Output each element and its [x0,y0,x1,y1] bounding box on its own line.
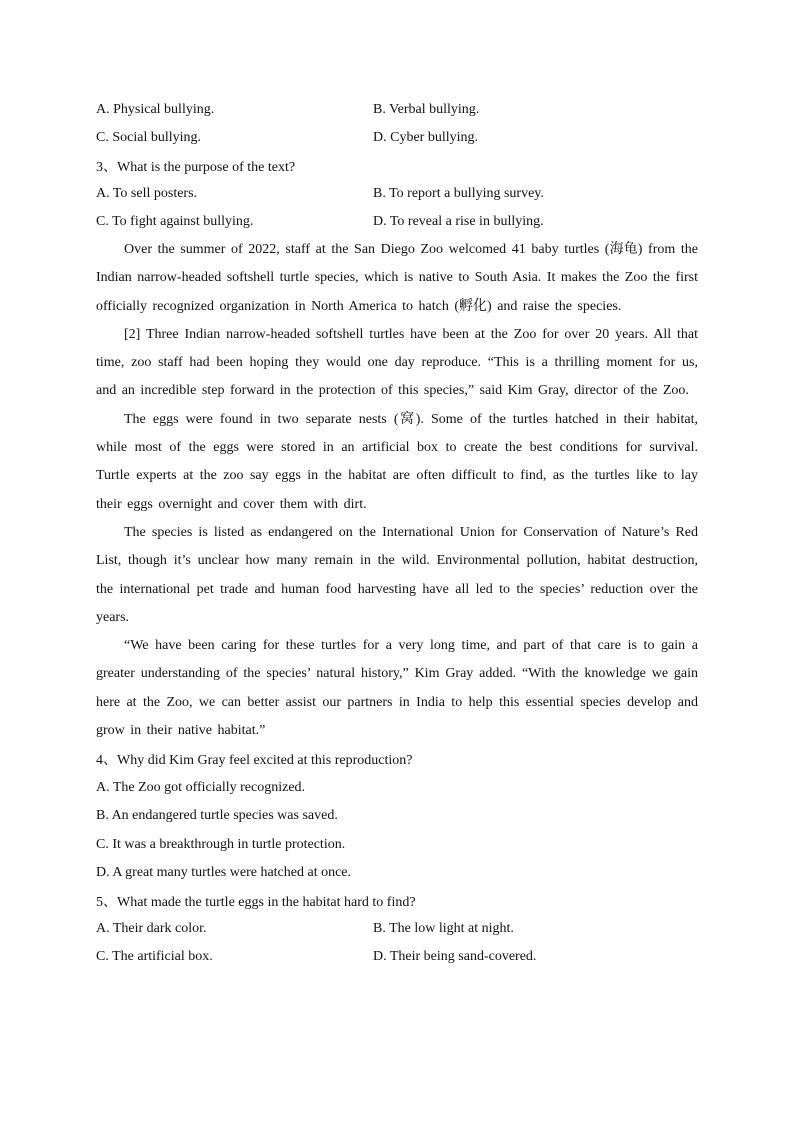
q3-options-row-1 [96,180,698,208]
q2-options-row-2 [96,124,698,152]
passage-paragraph-5: “We have been caring for these turtles for a very long time, and part of that care is to gain a greater understanding of the species’ natural history,” Kim Gray added. “With the knowledge we gain here at the Zoo, we can better assist our partners in India to help this essential species develop and grow in their native habitat.” [96,638,698,739]
q3-question: 3、What is the purpose of the text? [96,160,296,175]
q4-option-b: B. An endangered turtle species was saved. [96,808,338,824]
q2-option-a: A. Physical bullying. [96,102,215,117]
q5-options-row-1 [96,915,698,943]
q3-option-b: B. To report a bullying survey. [373,186,544,201]
q5-option-b: B. The low light at night. [373,921,514,937]
q5-option-d: D. Their being sand-covered. [373,949,537,965]
q3-options-row-2 [96,208,698,236]
q5-options-row-2 [96,943,698,971]
q3-option-a: A. To sell posters. [96,186,198,201]
q2-option-d: D. Cyber bullying. [373,130,478,145]
q4-option-c: C. It was a breakthrough in turtle protection. [96,836,346,852]
q4-option-a: A. The Zoo got officially recognized. [96,779,306,795]
passage-paragraph-1: Over the summer of 2022, staff at the San Diego Zoo welcomed 41 baby turtles (海龟) from the Indian narrow-headed softshell turtle species, which is native to South Asia. It makes the Zoo the first officially recognized organization in North America to hatch (孵化) and raise the species. [96,242,698,314]
q3-option-c: C. To fight against bullying. [96,214,254,229]
passage-paragraph-2: [2] Three Indian narrow-headed softshell turtles have been at the Zoo for over 20 years. All that time, zoo staff had been hoping they would one day reproduce. “This is a thrilling moment for us, and an incredible step forward in the protection of this species,” said Kim Gray, director of the Zoo. [96,326,698,399]
q5-question: 5、What made the turtle eggs in the habitat hard to find? [96,895,416,911]
q5-option-a: A. Their dark color. [96,921,207,937]
q3-option-d: D. To reveal a rise in bullying. [373,214,544,229]
passage-paragraph-4: The species is listed as endangered on the International Union for Conservation of Nature’s Red List, though it’s unclear how many remain in the wild. Environmental pollution, habitat destruction, the international pet trade and human food harvesting have all led to the species’ reduction over the years. [96,524,698,625]
q2-option-b: B. Verbal bullying. [373,102,480,117]
q4-option-d: D. A great many turtles were hatched at once. [96,865,352,881]
document-page [96,96,698,971]
q4-question: 4、Why did Kim Gray feel excited at this reproduction? [96,753,413,769]
passage-paragraph-3: The eggs were found in two separate nests (窝). Some of the turtles hatched in their habitat, while most of the eggs were stored in an artificial box to create the best conditions for survival. Turtle experts at the zoo say eggs in the habitat are often difficult to find, as the turtles like to lay their eggs overnight and cover them with dirt. [96,411,698,512]
q2-options-row-1 [96,96,698,124]
q5-option-c: C. The artificial box. [96,949,213,965]
q2-option-c: C. Social bullying. [96,130,201,145]
